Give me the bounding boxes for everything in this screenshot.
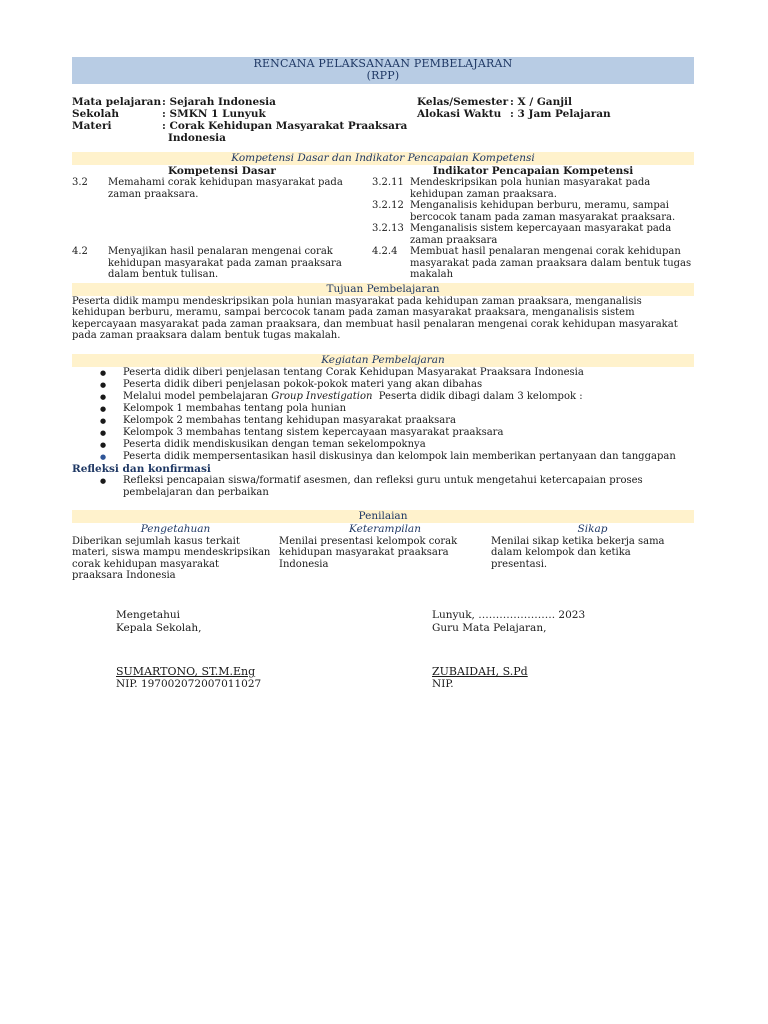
ipk-column-header: Indikator Pencapaian Kompetensi: [432, 165, 634, 177]
list-item: ● Kelompok 2 membahas tentang kehidupan masyarakat praaksara: [72, 415, 694, 427]
identity-value: : Corak Kehidupan Masyarakat Praaksara Indonesia: [162, 120, 408, 144]
ipk-text: Menganalisis sistem kepercayaan masyarakat pada zaman praaksara: [410, 223, 672, 246]
ipk-item: [372, 223, 694, 246]
sikap-header: Sikap: [577, 522, 608, 535]
signature-right-line1: Lunyuk, …………………. 2023: [432, 609, 586, 621]
kd-code: 3.2: [72, 177, 88, 188]
signature-right-nip: NIP.: [432, 678, 454, 690]
identity-label: Materi: [72, 120, 112, 132]
kd-column: [72, 177, 372, 281]
pengetahuan-text: Diberikan sejumlah kasus terkait materi, siswa mampu mendeskripsikan corak kehidupan masyarakat praaksara Indonesia: [72, 535, 271, 581]
identity-row: [417, 108, 694, 120]
penilaian-header: Penilaian: [72, 510, 694, 523]
identity-label: Alokasi Waktu: [417, 108, 502, 120]
list-item: ● Refleksi pencapaian siswa/formatif asesmen, dan refleksi guru untuk mengetahui ketercapaian proses pembelajaran dan perbaikan: [72, 475, 694, 499]
identity-right: [417, 96, 694, 144]
ipk-item: [372, 177, 694, 200]
identity-row: [417, 96, 694, 108]
list-item: ● Peserta didik mendiskusikan dengan teman sekelompoknya: [72, 439, 694, 451]
kompetensi-column-headers: [72, 165, 694, 177]
refleksi-list: [72, 475, 694, 499]
identity-value: : SMKN 1 Lunyuk: [162, 108, 266, 120]
signature-left-nip: NIP. 197002072007011027: [116, 678, 262, 690]
list-item: ● Peserta didik diberi penjelasan pokok-pokok materi yang akan dibahas: [72, 379, 694, 391]
kd-code: 4.2: [72, 246, 88, 257]
kd-text: Menyajikan hasil penalaran mengenai corak kehidupan masyarakat pada zaman praaksara dalam bentuk tulisan.: [108, 246, 342, 280]
keterampilan-header: Keterampilan: [349, 522, 421, 535]
list-item: ● Peserta didik diberi penjelasan tentang Corak Kehidupan Masyarakat Praaksara Indonesia: [72, 367, 694, 379]
ipk-text: Membuat hasil penalaran mengenai corak kehidupan masyarakat pada zaman praaksara dalam bentuk tugas makalah: [410, 246, 692, 280]
title-band: [72, 57, 694, 84]
identity-label: Kelas/Semester: [417, 96, 509, 108]
tujuan-header: Tujuan Pembelajaran: [72, 283, 694, 296]
ipk-code: 3.2.13: [372, 223, 404, 234]
ipk-code: 3.2.12: [372, 200, 404, 211]
identity-value: : 3 Jam Pelajaran: [510, 108, 611, 120]
keterampilan-text: Menilai presentasi kelompok corak kehidupan masyarakat praaksara Indonesia: [279, 535, 458, 570]
list-item: ● Kelompok 3 membahas tentang sistem kepercayaan masyarakat praaksara: [72, 427, 694, 439]
kd-column-header: Kompetensi Dasar: [168, 165, 276, 177]
list-item: ● Melalui model pembelajaran Group Investigation Peserta didik dibagi dalam 3 kelompok :: [72, 391, 694, 403]
signature-right-line2: Guru Mata Pelajaran,: [432, 622, 547, 634]
kompetensi-header: Kompetensi Dasar dan Indikator Pencapaian Kompetensi: [72, 152, 694, 165]
signature-left: [116, 609, 261, 691]
kegiatan-list: [72, 367, 694, 463]
sikap-text: Menilai sikap ketika bekerja sama dalam kelompok dan ketika presentasi.: [491, 535, 665, 570]
signature-left-name: SUMARTONO, ST.M.Eng: [116, 665, 256, 678]
identity-left: [72, 96, 417, 144]
identity-label: Mata pelajaran: [72, 96, 162, 108]
ipk-text: Mendeskripsikan pola hunian masyarakat pada kehidupan zaman praaksara.: [410, 177, 651, 200]
signature-left-line1: Mengetahui: [116, 609, 181, 621]
signature-right: [432, 609, 585, 691]
tujuan-text: Peserta didik mampu mendeskripsikan pola hunian masyarakat pada kehidupan zaman praaksara, menganalisis kehidupan berburu, meramu, sampai bercocok tanam pada zaman masyarakat praaksara, menganalisis sistem kepercayaan masyarakat pada zaman praaksara, dan membuat hasil penalaran mengenai corak kehidupan masyarakat pada zaman praaksara dalam bentuk tugas makalah.: [72, 295, 678, 341]
identity-value: : X / Ganjil: [510, 96, 573, 108]
ipk-code: 3.2.11: [372, 177, 404, 188]
penilaian-grid: [72, 536, 694, 582]
identity-row: [72, 96, 417, 108]
refleksi-header: Refleksi dan konfirmasi: [72, 462, 211, 475]
identity-label: Sekolah: [72, 108, 119, 120]
ipk-column: [372, 177, 694, 281]
identity-row: [72, 108, 417, 120]
ipk-text: Menganalisis kehidupan berburu, meramu, sampai bercocok tanam pada zaman masyarakat praaksara.: [410, 200, 676, 223]
rpp-document: [72, 57, 694, 582]
kompetensi-grid: [72, 177, 694, 281]
list-item: ● Peserta didik mempersentasikan hasil diskusinya dan kelompok lain memberikan pertanyaan dan tanggapan: [72, 451, 694, 463]
pengetahuan-header: Pengetahuan: [140, 522, 211, 535]
doc-title: RENCANA PELAKSANAAN PEMBELAJARAN: [253, 57, 513, 70]
identity-value: : Sejarah Indonesia: [162, 96, 276, 108]
signature-left-line2: Kepala Sekolah,: [116, 622, 202, 634]
penilaian-column-headers: [72, 523, 694, 536]
kd-item: [72, 177, 372, 200]
identity-block: [72, 96, 694, 144]
kegiatan-header: Kegiatan Pembelajaran: [72, 354, 694, 367]
signature-right-name: ZUBAIDAH, S.Pd: [432, 665, 528, 678]
ipk-item: [372, 246, 694, 281]
list-item: ● Kelompok 1 membahas tentang pola hunian: [72, 403, 694, 415]
kd-item: [72, 246, 372, 281]
ipk-code: 4.2.4: [372, 246, 398, 257]
identity-row: [72, 120, 417, 144]
doc-subtitle: (RPP): [366, 69, 400, 82]
ipk-item: [372, 200, 694, 223]
kd-text: Memahami corak kehidupan masyarakat pada zaman praaksara.: [108, 177, 343, 200]
